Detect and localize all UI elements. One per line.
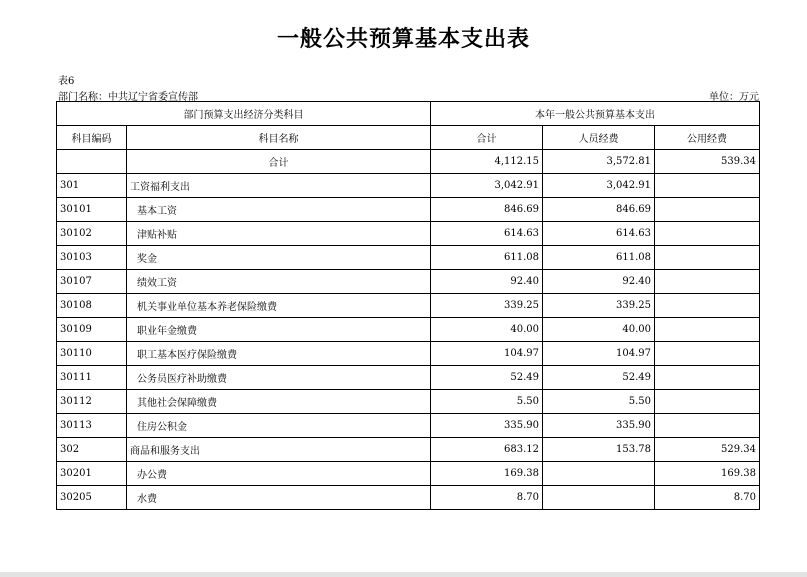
total-cell: 52.49 [431,366,543,390]
total-cell: 40.00 [431,318,543,342]
total-cell: 169.38 [431,462,543,486]
header-group-classification: 部门预算支出经济分类科目 [57,102,431,126]
table-row [57,174,760,198]
table-row [57,342,760,366]
header-total: 合计 [431,126,543,150]
public-cell: 169.38 [655,462,760,486]
subject-name-cell: 水费 [127,486,431,510]
total-cell: 92.40 [431,270,543,294]
public-cell [655,318,760,342]
subject-name-cell: 绩效工资 [127,270,431,294]
subject-name-cell: 合计 [127,150,431,174]
public-cell [655,246,760,270]
unit-label: 单位：万元 [709,92,759,103]
subject-name-cell: 住房公积金 [127,414,431,438]
subject-name-cell: 津贴补贴 [127,222,431,246]
personnel-cell: 3,572.81 [543,150,655,174]
public-cell [655,342,760,366]
subject-name-cell: 职工基本医疗保险缴费 [127,342,431,366]
subject-code-cell: 30110 [57,342,127,366]
personnel-cell: 339.25 [543,294,655,318]
subject-code-cell: 302 [57,438,127,462]
personnel-cell: 5.50 [543,390,655,414]
subject-code-cell: 30109 [57,318,127,342]
personnel-cell: 614.63 [543,222,655,246]
header-personnel: 人员经费 [543,126,655,150]
subject-code-cell: 30113 [57,414,127,438]
header-group-basic-expenditure: 本年一般公共预算基本支出 [431,102,760,126]
subject-code-cell: 30107 [57,270,127,294]
total-cell: 611.08 [431,246,543,270]
personnel-cell: 40.00 [543,318,655,342]
total-cell: 846.69 [431,198,543,222]
header-row-columns [57,126,760,150]
subject-name-cell: 工资福利支出 [127,174,431,198]
table-row [57,246,760,270]
header-public: 公用经费 [655,126,760,150]
public-cell: 529.34 [655,438,760,462]
personnel-cell: 3,042.91 [543,174,655,198]
table-row [57,198,760,222]
table-row [57,222,760,246]
personnel-cell: 52.49 [543,366,655,390]
table-row [57,462,760,486]
total-cell: 339.25 [431,294,543,318]
subject-code-cell: 30108 [57,294,127,318]
public-cell: 539.34 [655,150,760,174]
subject-code-cell: 30101 [57,198,127,222]
table-row [57,366,760,390]
public-cell [655,294,760,318]
total-cell: 3,042.91 [431,174,543,198]
subject-name-cell: 公务员医疗补助缴费 [127,366,431,390]
subject-name-cell: 办公费 [127,462,431,486]
header-subject-code: 科目编码 [57,126,127,150]
public-cell [655,222,760,246]
public-cell [655,390,760,414]
table-row [57,270,760,294]
total-cell: 614.63 [431,222,543,246]
total-cell: 8.70 [431,486,543,510]
subject-code-cell: 30111 [57,366,127,390]
total-cell: 104.97 [431,342,543,366]
header-subject-name: 科目名称 [127,126,431,150]
header-row-group [57,102,760,126]
subject-code-cell: 30201 [57,462,127,486]
public-cell [655,198,760,222]
table-row [57,150,760,174]
personnel-cell: 335.90 [543,414,655,438]
subject-code-cell: 30205 [57,486,127,510]
department-name: 部门名称：中共辽宁省委宣传部 [58,92,198,103]
subject-name-cell: 奖金 [127,246,431,270]
subject-code-cell: 30112 [57,390,127,414]
subject-name-cell: 其他社会保障缴费 [127,390,431,414]
subject-code-cell: 30102 [57,222,127,246]
personnel-cell [543,486,655,510]
page-title: 一般公共预算基本支出表 [276,27,530,52]
personnel-cell: 846.69 [543,198,655,222]
bottom-scroll-strip [0,572,807,577]
table-number: 表6 [58,76,75,87]
subject-code-cell: 30103 [57,246,127,270]
total-cell: 335.90 [431,414,543,438]
budget-table [56,101,760,510]
subject-name-cell: 基本工资 [127,198,431,222]
table-row [57,438,760,462]
table-row [57,294,760,318]
subject-code-cell [57,150,127,174]
public-cell [655,366,760,390]
personnel-cell: 611.08 [543,246,655,270]
personnel-cell [543,462,655,486]
subject-name-cell: 机关事业单位基本养老保险缴费 [127,294,431,318]
public-cell [655,414,760,438]
personnel-cell: 153.78 [543,438,655,462]
table-row [57,318,760,342]
personnel-cell: 104.97 [543,342,655,366]
public-cell: 8.70 [655,486,760,510]
table-row [57,390,760,414]
total-cell: 683.12 [431,438,543,462]
table-row [57,486,760,510]
subject-name-cell: 商品和服务支出 [127,438,431,462]
subject-code-cell: 301 [57,174,127,198]
subject-name-cell: 职业年金缴费 [127,318,431,342]
table-row [57,414,760,438]
total-cell: 4,112.15 [431,150,543,174]
public-cell [655,174,760,198]
total-cell: 5.50 [431,390,543,414]
public-cell [655,270,760,294]
personnel-cell: 92.40 [543,270,655,294]
